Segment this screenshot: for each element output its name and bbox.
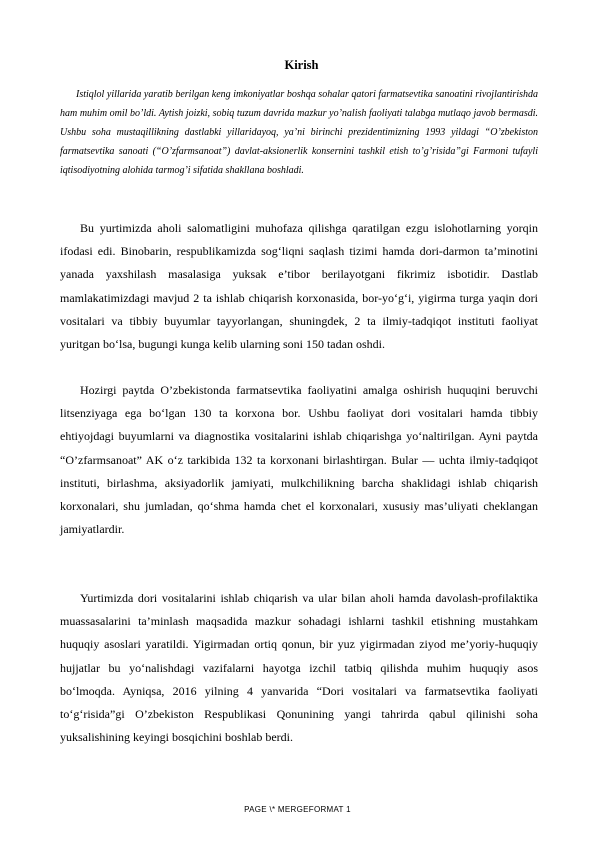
page-title: Kirish: [284, 58, 319, 72]
abstract-paragraph: Istiqlol yillarida yaratib berilgan keng imkoniyatlar boshqa sohalar qatori farmatsevtika sanoatini rivojlantirishda ham muhim omil bo’ldi. Aytish joizki, sobiq tuzum davrida mazkur yo’nalish faoliyati talabga mutlaqo javob bermasdi. Ushbu soha mustaqillikning dastlabki yillaridayoq, ya’ni birinchi prezidentimizning 1993 yildagi “O’zbekiston farmatsevtika sanoati (“O’zfarmsanoat”) davlat-aksionerlik konsernini tashkil etish to’g’risida”gi Farmoni tufayli iqtisodiyotning alohida tarmog’i sifatida shakllana boshladi.: [60, 89, 538, 176]
page-footer-field: PAGE \* MERGEFORMAT 1: [244, 805, 351, 814]
body-paragraph-3: Yurtimizda dori vositalarini ishlab chiqarish va ular bilan aholi hamda davolash-profilaktika muassasalarini ta’minlash maqsadida mazkur sohadagi ishlarni tashkil etishning mustahkam huquqiy asoslari yaratildi. Yigirmadan ortiq qonun, bir yuz yigirmadan ziyod me’yoriy-huquqiy hujjatlar bu yo‘nalishdagi vazifalarni hayotga izchil tatbiq qilishda muhim huquqiy asos bo‘lmoqda. Ayniqsa, 2016 yilning 4 yanvarida “Dori vositalari va farmatsevtika faoliyati to‘g‘risida”gi O’zbekiston Respublikasi Qonunining yangi tahrirda qabul qilinishi soha yuksalishining keyingi bosqichini boshlab berdi.: [60, 591, 538, 745]
body-paragraph-1: Bu yurtimizda aholi salomatligini muhofaza qilishga qaratilgan ezgu islohotlarning yorqin ifodasi edi. Binobarin, respublikamizda sog‘liqni saqlash tizimi hamda dori-darmon ta’minotini yanada yaxshilash masalasiga yuksak e’tibor berilayotgani fikrimiz isbotidir. Dastlab mamlakatimizdagi mavjud 2 ta ishlab chiqarish korxonasida, bor-yo‘g‘i, yigirma turga yaqin dori vositalari va tibbiy buyumlar tayyorlangan, shuningdek, 2 ta ilmiy-tadqiqot instituti faoliyat yuritgan bo‘lsa, bugungi kunga kelib ularning soni 150 tadan oshdi.: [60, 221, 538, 352]
body-paragraph-2: Hozirgi paytda O’zbekistonda farmatsevtika faoliyatini amalga oshirish huquqini beruvchi litsenziyaga ega bo‘lgan 130 ta korxona bor. Ushbu faoliyat dori vositalari hamda tibbiy ehtiyojdagi buyumlarni va diagnostika vositalarini ishlab chiqarishga yo‘naltirilgan. Ayni paytda “O’zfarmsanoat” AK o‘z tarkibida 132 ta korxonani birlashtirgan. Bular — uchta ilmiy-tadqiqot instituti, birlashma, aksiyadorlik jamiyati, mulkchilikning barcha shaklidagi ishlab chiqarish korxonalari, shu jumladan, qo‘shma hamda chet el korxonalari, xususiy mas’uliyati cheklangan jamiyatlardir.: [60, 383, 538, 537]
